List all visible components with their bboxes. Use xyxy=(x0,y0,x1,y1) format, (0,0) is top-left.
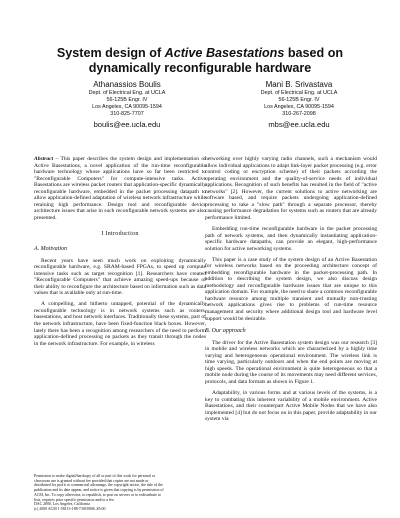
paragraph: This paper is a case study of the system design of an Active Basestation for wireless networks based on the proceeding architecture concept of embedding reconfigurable hardware in the packet-processing path. In addition to describing the system design, we also discuss design methodology and reconfigurable hardware issues that are unique to this application domain. For example, the need to share a common reconfigurable hardware resource among multiple transient and mutually non-trusting network applications gives rise to problems of run-time resource management and security where additional design tool and hardware level support would be desirable. xyxy=(205,256,377,322)
author-email: boulis@ee.ucla.edu xyxy=(93,119,161,129)
paragraph: The driver for the Active Basestation system design was our research [3] in mobile and wireless networks which are characterized by a highly time varying and heterogeneous operational environment. The wireless link is time varying, particularly outdoors and when the end points are moving at high speeds. The operational environment is quite heterogeneous so that a mobile node during the course of its movements may need different services, protocols, and data formats as shown in Figure 1. xyxy=(205,339,377,385)
author-dept: Dept. of Electrical Eng. at UCLA xyxy=(88,90,166,96)
copyright-line: ACM, Inc. To copy otherwise, to republish, to post on servers or to redistribute to xyxy=(34,492,161,497)
author-name: Mani B. Srivastava xyxy=(265,80,333,89)
title-prefix: System design of xyxy=(56,46,165,60)
paper-title xyxy=(20,46,380,76)
copyright-line: Permission to make digital/hardcopy of all or part of this work for personal or xyxy=(34,474,156,478)
copyright-line: lists, requires prior specific permission and/or a fee. xyxy=(34,497,115,502)
paragraph: Adaptability, in various forms and at various levels of the systems, is a key to combating this inherent variability of a mobile environment. Active Basestations, and their counterpart Active Mobile Nodes that we have also implemented [4] but do not focus on in this paper, provide adaptability in our system via xyxy=(205,390,377,423)
author-block-2 xyxy=(224,80,374,130)
paragraph: Recent years have seen much work on exploiting dynamically reconfigurable hardware, e.g. SRAM-based FPGAs, to speed up compute intensive tasks such as target recognition [1]. Researchers have created "Reconfigurable Computers" that achieve amazing speed-ups because of their ability to reconfigure the architecture based on information such as data values that is available only at run-time. xyxy=(34,257,206,297)
author-addr1: 56-125B Engr. IV xyxy=(106,96,148,103)
author-addr1: 56-125B Engr. IV xyxy=(278,96,320,103)
author-block-1 xyxy=(52,80,202,130)
title-suffix: based on dynamically reconfigurable hardware xyxy=(88,46,344,75)
author-phone: 310-825-7707 xyxy=(110,110,144,117)
paragraph: A compelling, and hitherto untapped, potential of the dynamically reconfigurable technology is in network systems such as routers, basestations, and host network interfaces. Traditionally these systems, part of the network infrastructure, have been fixed-function black boxes. However, lately there has been a recognition among researchers of the need to perform application-defined processing on packets as they transit through the nodes in the network infrastructure. For example, in wireless xyxy=(34,301,206,347)
paragraph: networking over highly varying radio channels, such a mechanism would allow individual applications to adapt link-layer packet processing (e.g. error control coding or encryption scheme) of their packets according the operating environment and the quality-of-service needs of individual applications. Recognition of such benefits has resulted in the field of "active networks" [2]. However, the current solutions to active networking are software based, and require packets undergoing application-defined processing to take a "slow path" through a separate processor, thereby causing performance degradation for systems such as routers that are already performance limited. xyxy=(205,156,377,221)
copyright-line: publication and its date appear, and notice is given that copying is by permission of xyxy=(34,488,164,493)
section-heading-introduction: I Introduction xyxy=(101,231,139,238)
author-phone: 310-267-2098 xyxy=(282,110,316,117)
author-name: Athanassios Boulis xyxy=(93,80,161,89)
copyright-line: DAC 2000, Los Angeles, California xyxy=(34,502,90,507)
title-emphasis: Active Basestations xyxy=(164,46,285,60)
subsection-heading-approach: B. Our approach xyxy=(205,328,246,335)
abstract xyxy=(34,156,206,221)
copyright-line: classroom use is granted without fee provided that copies are not made or xyxy=(34,478,149,483)
abstract-text: – This paper describes the system design and implementation of Active Basestations, a novel application of the run-time reconfigurable hardware technology whose applications have so far been restricted to "Reconfigurable Computers" for compute-intensive tasks. Active Basestations are wireless packet routers that application-specific dynamically reconfigurable hardware, embedded in the packet processing datapath to allow application-defined adaptation of wireless network infrastructure while retaining high performance. Design tool and reconfigurable device architecture issues that arise in such reconfigurable network systems are also presented. xyxy=(34,156,206,221)
copyright-notice xyxy=(34,474,194,512)
abstract-label: Abstract xyxy=(34,156,54,162)
right-column xyxy=(205,156,377,427)
author-email: mbs@ee.ucla.edu xyxy=(268,119,330,129)
copyright-line: distributed for profit or commercial advantage, the copyright notice, the title of the xyxy=(34,483,163,488)
subsection-heading-motivation: A. Motivation xyxy=(34,246,67,253)
copyright-line: (c) 2000 ACM 1-58113-188-7/00/0006..$5.00 xyxy=(34,506,106,511)
paragraph: Embedding run-time reconfigurable hardware in the packet processing path of network systems, and then dynamically instantiating application-specific hardware datapaths, can provide an elegant, high-performance solution for active networking systems. xyxy=(205,225,377,252)
author-dept: Dept. of Electrical Eng. at UCLA xyxy=(260,90,338,96)
author-addr2: Los Angeles, CA 90095-1594 xyxy=(92,103,162,110)
author-addr2: Los Angeles, CA 90095-1594 xyxy=(264,103,334,110)
left-column xyxy=(34,156,206,352)
